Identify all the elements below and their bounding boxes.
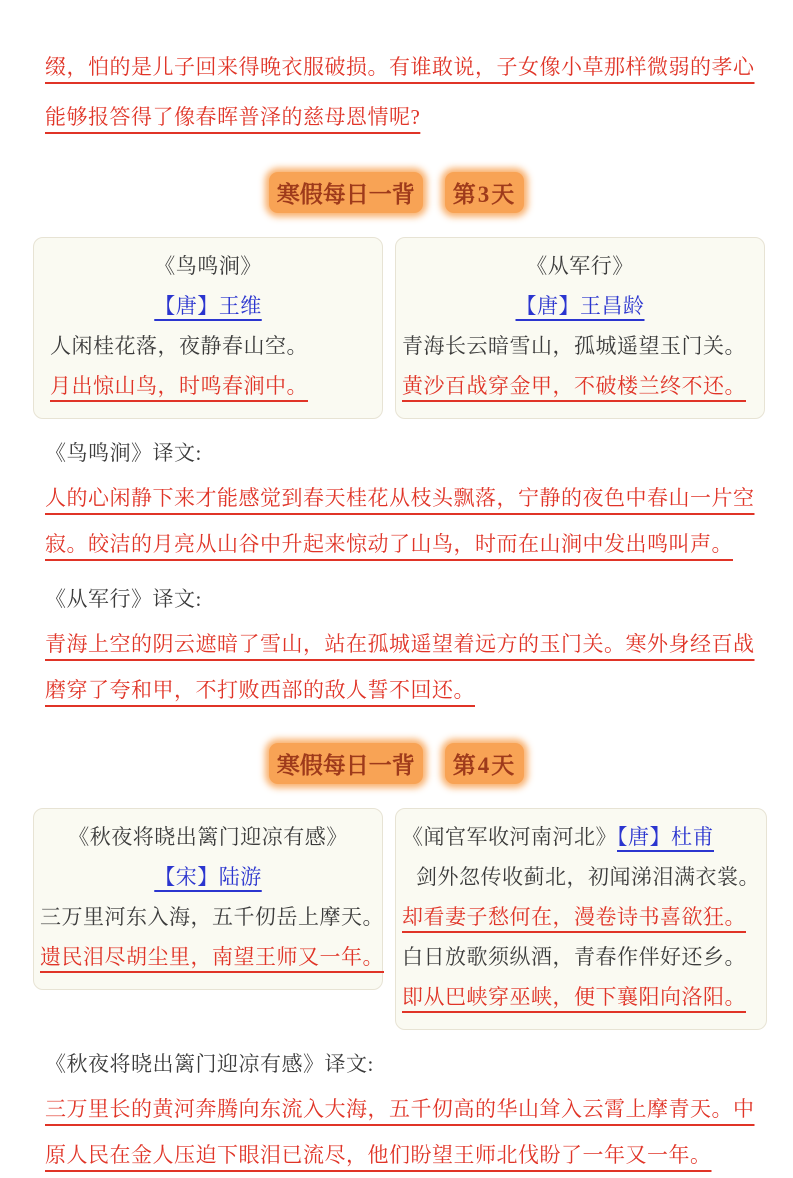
translation-label: 《秋夜将晓出篱门迎凉有感》译文: [45, 1052, 374, 1076]
intro-translation-paragraph: 缀，怕的是儿子回来得晚衣服破损。有谁敢说，子女像小草那样微弱的孝心能够报答得了像春晖普泽的慈母恩情呢? [45, 55, 755, 129]
poem-title: 《从军行》 [526, 254, 634, 278]
poem-line: 人闲桂花落，夜静春山空。 [50, 334, 308, 358]
translation-text: 青海上空的阴云遮暗了雪山，站在孤城遥望着远方的玉门关。寒外身经百战磨穿了夸和甲，不打败西部的敌人誓不回还。 [45, 632, 755, 702]
translation-text: 三万里长的黄河奔腾向东流入大海，五千仞高的华山耸入云霄上摩青天。中原人民在金人压迫下眼泪已流尽，他们盼望王师北伐盼了一年又一年。 [45, 1097, 755, 1167]
worksheet-page [0, 42, 793, 1167]
translation-text: 人的心闲静下来才能感觉到春天桂花从枝头飘落，宁静的夜色中春山一片空寂。皎洁的月亮从山谷中升起来惊动了山鸟，时而在山涧中发出鸣叫声。 [45, 486, 755, 556]
translation-group [45, 577, 757, 713]
poem-title: 《秋夜将晓出篱门迎凉有感》 [68, 825, 348, 849]
day3-header-day: 第3天 [445, 172, 525, 213]
poem-card-niao-ming-jian [33, 237, 383, 419]
poem-line: 青海长云暗雪山，孤城遥望玉门关。 [402, 334, 746, 358]
poem-title-line [402, 817, 760, 857]
translation-group [45, 431, 757, 567]
poem-card-qiu-ye-jiang-xiao [33, 808, 383, 990]
poem-line-highlighted: 却看妻子愁何在，漫卷诗书喜欲狂。 [402, 905, 746, 929]
day4-header [0, 743, 793, 784]
poem-line: 白日放歌须纵酒，青春作伴好还乡。 [402, 945, 746, 969]
translation-group [45, 1042, 757, 1178]
poem-line-highlighted: 遗民泪尽胡尘里，南望王师又一年。 [40, 945, 384, 969]
day4-header-label: 寒假每日一背 [269, 743, 423, 784]
poem-author-line [402, 286, 758, 326]
poem-title: 《闻官军收河南河北》 [402, 825, 617, 849]
day4-header-day: 第4天 [445, 743, 525, 784]
poem-author-link: 【唐】王维 [154, 294, 262, 318]
poem-author-link: 【唐】杜甫 [617, 825, 714, 849]
day3-translations [45, 431, 757, 713]
day4-poem-row [33, 808, 765, 1030]
poem-title: 《鸟鸣涧》 [154, 254, 262, 278]
day4-translations [45, 1042, 757, 1178]
poem-author-link: 【宋】陆游 [154, 865, 262, 889]
day3-poem-row [33, 237, 765, 419]
poem-line-highlighted: 即从巴峡穿巫峡，便下襄阳向洛阳。 [402, 985, 746, 1009]
translation-label: 《从军行》译文: [45, 587, 202, 611]
poem-author-line [40, 286, 376, 326]
translation-label: 《鸟鸣涧》译文: [45, 441, 202, 465]
poem-line-highlighted: 黄沙百战穿金甲，不破楼兰终不还。 [402, 374, 746, 398]
poem-card-cong-jun-xing [395, 237, 765, 419]
poem-author-link: 【唐】王昌龄 [515, 294, 645, 318]
poem-line: 剑外忽传收蓟北，初闻涕泪满衣裳。 [416, 865, 760, 889]
poem-line-highlighted: 月出惊山鸟，时鸣春涧中。 [50, 374, 308, 398]
poem-card-wen-guan-jun [395, 808, 767, 1030]
day3-header-label: 寒假每日一背 [269, 172, 423, 213]
day3-header [0, 172, 793, 213]
poem-author-line [40, 857, 376, 897]
poem-line: 三万里河东入海，五千仞岳上摩天。 [40, 905, 384, 929]
